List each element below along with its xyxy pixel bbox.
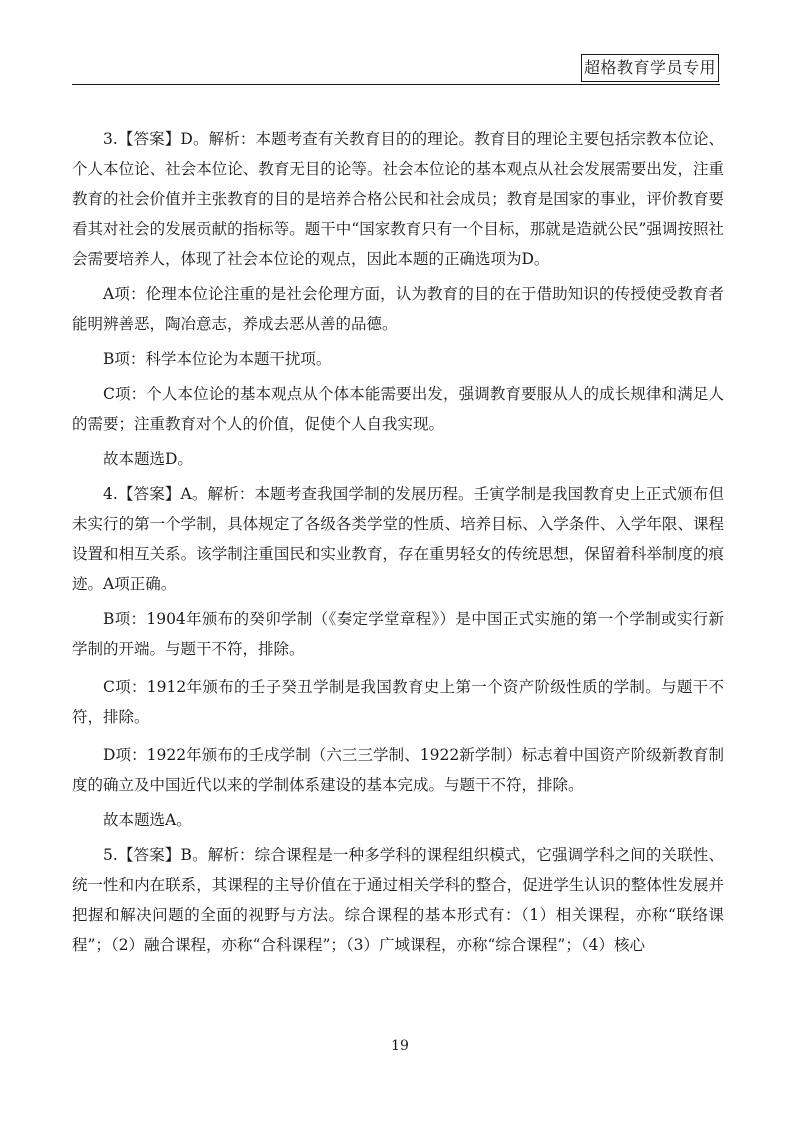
answer-4-conclusion: 故本题选A。 bbox=[103, 811, 192, 829]
answer-3-conclusion: 故本题选D。 bbox=[103, 450, 193, 468]
answer-3-explanation: 3.【答案】D。解析：本题考查有关教育目的的理论。教育目的理论主要包括宗教本位论、个人本位论、社会本位论、教育无目的论等。社会本位论的基本观点从社会发展需要出发，注重教育的社会价值并主张教育的目的是培养合格公民和社会成员；教育是国家的事业，评价教育要看其对社会的发展贡献的指标等。题干中“国家教育只有一个目标，那就是造就公民”强调按照社会需要培养人，体现了社会本位论的观点，因此本题的正确选项为D。 bbox=[72, 130, 724, 268]
answer-5-explanation: 5.【答案】B。解析：综合课程是一种多学科的课程组织模式，它强调学科之间的关联性、统一性和内在联系，其课程的主导价值在于通过相关学科的整合，促进学生认识的整体性发展并把握和解决问题的全面的视野与方法。综合课程的基本形式有：（1）相关课程，亦称“联络课程”；（2）融合课程，亦称“合科课程”；（3）广域课程，亦称“综合课程”；（4）核心 bbox=[72, 846, 724, 954]
page-content bbox=[72, 124, 724, 965]
answer-3-option-c: C项：个人本位论的基本观点从个体本能需要出发，强调教育要服从人的成长规律和满足人的需要；注重教育对个人的价值，促使个人自我实现。 bbox=[72, 385, 724, 433]
header-divider bbox=[72, 84, 720, 85]
answer-4-option-b: B项：1904年颁布的癸卯学制（《奏定学堂章程》）是中国正式实施的第一个学制或实行新学制的开端。与题干不符，排除。 bbox=[72, 610, 724, 658]
answer-3-option-a: A项：伦理本位论注重的是社会伦理方面，认为教育的目的在于借助知识的传授使受教育者能明辨善恶，陶冶意志，养成去恶从善的品德。 bbox=[72, 285, 724, 333]
answer-4-explanation: 4.【答案】A。解析：本题考查我国学制的发展历程。壬寅学制是我国教育史上正式颁布但未实行的第一个学制，具体规定了各级各类学堂的性质、培养目标、入学条件、入学年限、课程设置和相互关系。该学制注重国民和实业教育，存在重男轻女的传统思想，保留着科举制度的痕迹。A项正确。 bbox=[72, 485, 724, 593]
page-number: 19 bbox=[391, 1038, 409, 1054]
answer-4-option-c: C项：1912年颁布的壬子癸丑学制是我国教育史上第一个资产阶级性质的学制。与题干不符，排除。 bbox=[72, 678, 724, 726]
header-tag: 超格教育学员专用 bbox=[581, 54, 719, 82]
answer-4-option-d: D项：1922年颁布的壬戌学制（六三三学制、1922新学制）标志着中国资产阶级新教育制度的确立及中国近代以来的学制体系建设的基本完成。与题干不符，排除。 bbox=[72, 746, 724, 794]
answer-3-option-b: B项：科学本位论为本题干扰项。 bbox=[103, 350, 332, 368]
